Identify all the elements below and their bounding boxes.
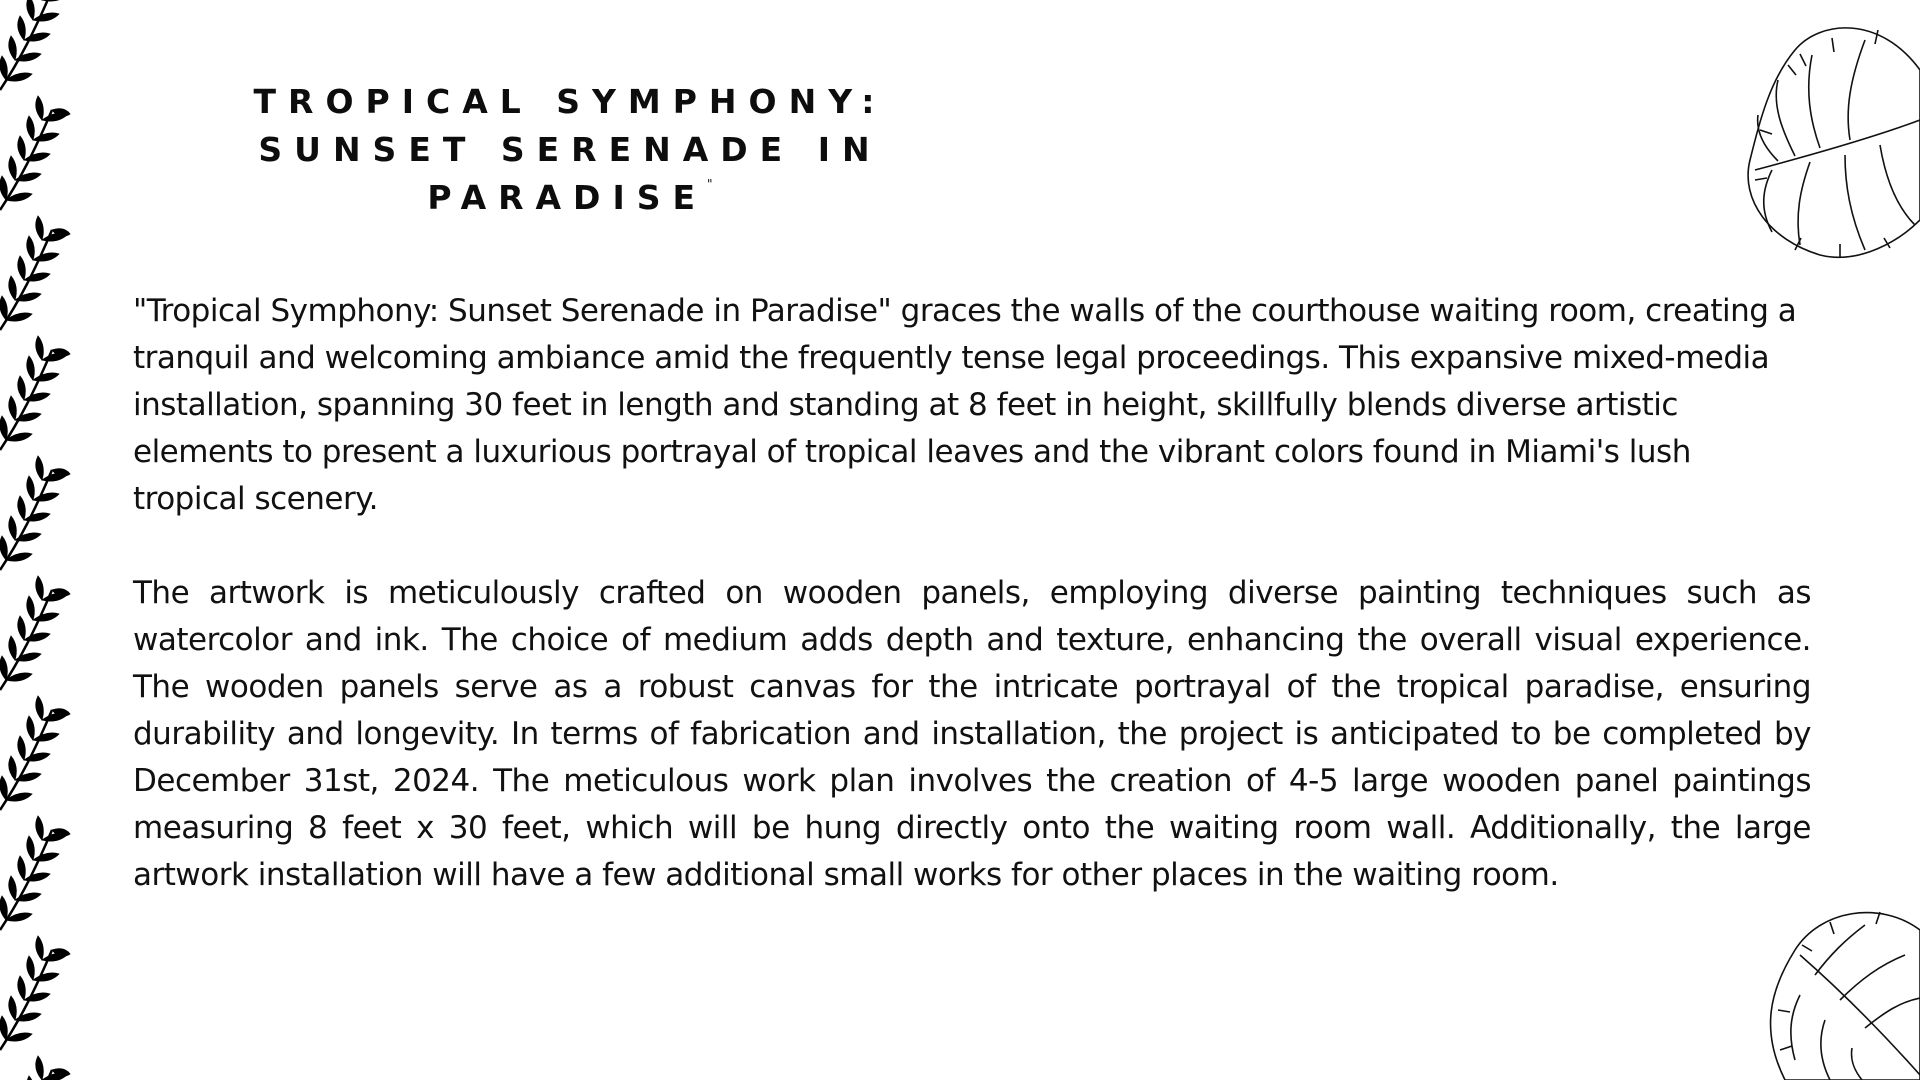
page-title bbox=[140, 78, 1000, 222]
details-paragraph: The artwork is meticulously crafted on wooden panels, employing diverse painting techniques such as watercolor and ink. The choice of medium adds depth and texture, enhancing the overall visual experience. The wooden panels serve as a robust canvas for the intricate portrayal of the tropical paradise, ensuring durability and longevity. In terms of fabrication and installation, the project is anticipated to be completed by December 31st, 2024. The meticulous work plan involves the creation of 4-5 large wooden panel paintings measuring 8 feet x 30 feet, which will be hung directly onto the waiting room wall. Additionally, the large artwork installation will have a few additional small works for other places in the waiting room. bbox=[133, 575, 1811, 893]
monstera-leaf-icon bbox=[1700, 10, 1920, 260]
intro-paragraph: "Tropical Symphony: Sunset Serenade in Paradise" graces the walls of the courthouse waiting room, creating a tranquil and welcoming ambiance amid the frequently tense legal proceedings. This expansive mixed-media installation, spanning 30 feet in length and standing at 8 feet in height, skillfully blends diverse artistic elements to present a luxurious portrayal of tropical leaves and the vibrant colors found in Miami's lush tropical scenery. bbox=[133, 293, 1797, 517]
body-text bbox=[133, 288, 1811, 899]
title-trailing-quote: " bbox=[707, 177, 713, 191]
monstera-leaf-icon bbox=[1740, 900, 1920, 1080]
title-text: TROPICAL SYMPHONY: SUNSET SERENADE IN PARADISE bbox=[253, 82, 887, 217]
vine-branch-icon bbox=[0, 0, 80, 1080]
